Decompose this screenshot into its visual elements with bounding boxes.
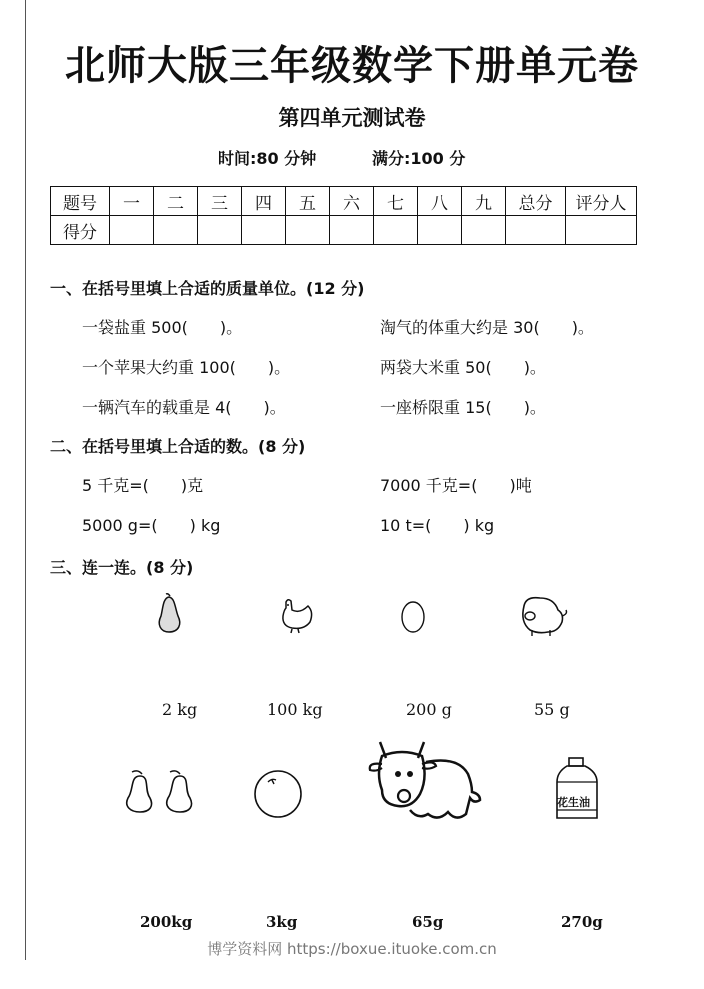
table-cell: 五 bbox=[286, 187, 330, 216]
score-cell[interactable] bbox=[418, 216, 462, 245]
table-cell: 评分人 bbox=[566, 187, 637, 216]
table-header-row bbox=[51, 187, 637, 216]
weight-label: 100 kg bbox=[267, 700, 323, 719]
page-subtitle: 第四单元测试卷 bbox=[278, 106, 426, 130]
exam-time: 时间:80 分钟 bbox=[218, 149, 317, 168]
two-pears-icon bbox=[122, 768, 206, 816]
question-item: 5000 g=( ) kg bbox=[82, 516, 221, 535]
score-cell[interactable] bbox=[154, 216, 198, 245]
page-title: 北师大版三年级数学下册单元卷 bbox=[65, 43, 639, 89]
weight-label: 200kg bbox=[140, 913, 193, 931]
table-cell: 六 bbox=[330, 187, 374, 216]
question-item: 两袋大米重 50( )。 bbox=[380, 358, 546, 377]
score-cell[interactable] bbox=[374, 216, 418, 245]
weight-label: 3kg bbox=[266, 913, 298, 931]
pear-icon bbox=[154, 592, 186, 636]
question-item: 一辆汽车的载重是 4( )。 bbox=[82, 398, 286, 417]
table-cell: 一 bbox=[110, 187, 154, 216]
question-item: 一座桥限重 15( )。 bbox=[380, 398, 546, 417]
table-cell: 题号 bbox=[51, 187, 110, 216]
table-cell: 八 bbox=[418, 187, 462, 216]
question-item: 7000 千克=( )吨 bbox=[380, 476, 532, 495]
question-item: 10 t=( ) kg bbox=[380, 516, 495, 535]
hen-icon bbox=[278, 596, 316, 636]
score-cell[interactable] bbox=[506, 216, 566, 245]
egg-icon bbox=[399, 600, 427, 634]
table-cell: 三 bbox=[198, 187, 242, 216]
weight-label: 2 kg bbox=[162, 700, 198, 719]
section3-heading: 三、连一连。(8 分) bbox=[50, 558, 194, 577]
score-cell[interactable] bbox=[198, 216, 242, 245]
table-score-row bbox=[51, 216, 637, 245]
weight-label: 200 g bbox=[406, 700, 452, 719]
score-table bbox=[50, 186, 637, 245]
margin-line bbox=[25, 0, 26, 960]
pig-icon bbox=[518, 592, 570, 640]
score-cell[interactable] bbox=[462, 216, 506, 245]
score-cell[interactable] bbox=[566, 216, 637, 245]
score-cell[interactable] bbox=[110, 216, 154, 245]
table-cell: 七 bbox=[374, 187, 418, 216]
table-cell: 九 bbox=[462, 187, 506, 216]
cow-icon bbox=[368, 738, 488, 826]
score-cell[interactable] bbox=[286, 216, 330, 245]
footer-watermark: 博学资料网 https://boxue.ituoke.com.cn bbox=[207, 940, 497, 958]
oil-bottle-icon bbox=[553, 756, 601, 822]
table-cell: 四 bbox=[242, 187, 286, 216]
weight-label: 270g bbox=[561, 913, 603, 931]
score-cell[interactable] bbox=[330, 216, 374, 245]
weight-label: 55 g bbox=[534, 700, 570, 719]
section1-heading: 一、在括号里填上合适的质量单位。(12 分) bbox=[50, 279, 365, 298]
oil-bottle-label: 花生油 bbox=[557, 796, 590, 809]
orange-icon bbox=[252, 768, 304, 820]
question-item: 一个苹果大约重 100( )。 bbox=[82, 358, 291, 377]
section2-heading: 二、在括号里填上合适的数。(8 分) bbox=[50, 437, 306, 456]
question-item: 5 千克=( )克 bbox=[82, 476, 204, 495]
question-item: 淘气的体重大约是 30( )。 bbox=[380, 318, 594, 337]
full-score: 满分:100 分 bbox=[372, 149, 466, 168]
score-cell[interactable] bbox=[242, 216, 286, 245]
question-item: 一袋盐重 500( )。 bbox=[82, 318, 243, 337]
table-cell: 总分 bbox=[506, 187, 566, 216]
weight-label: 65g bbox=[412, 913, 444, 931]
table-cell: 二 bbox=[154, 187, 198, 216]
table-cell: 得分 bbox=[51, 216, 110, 245]
